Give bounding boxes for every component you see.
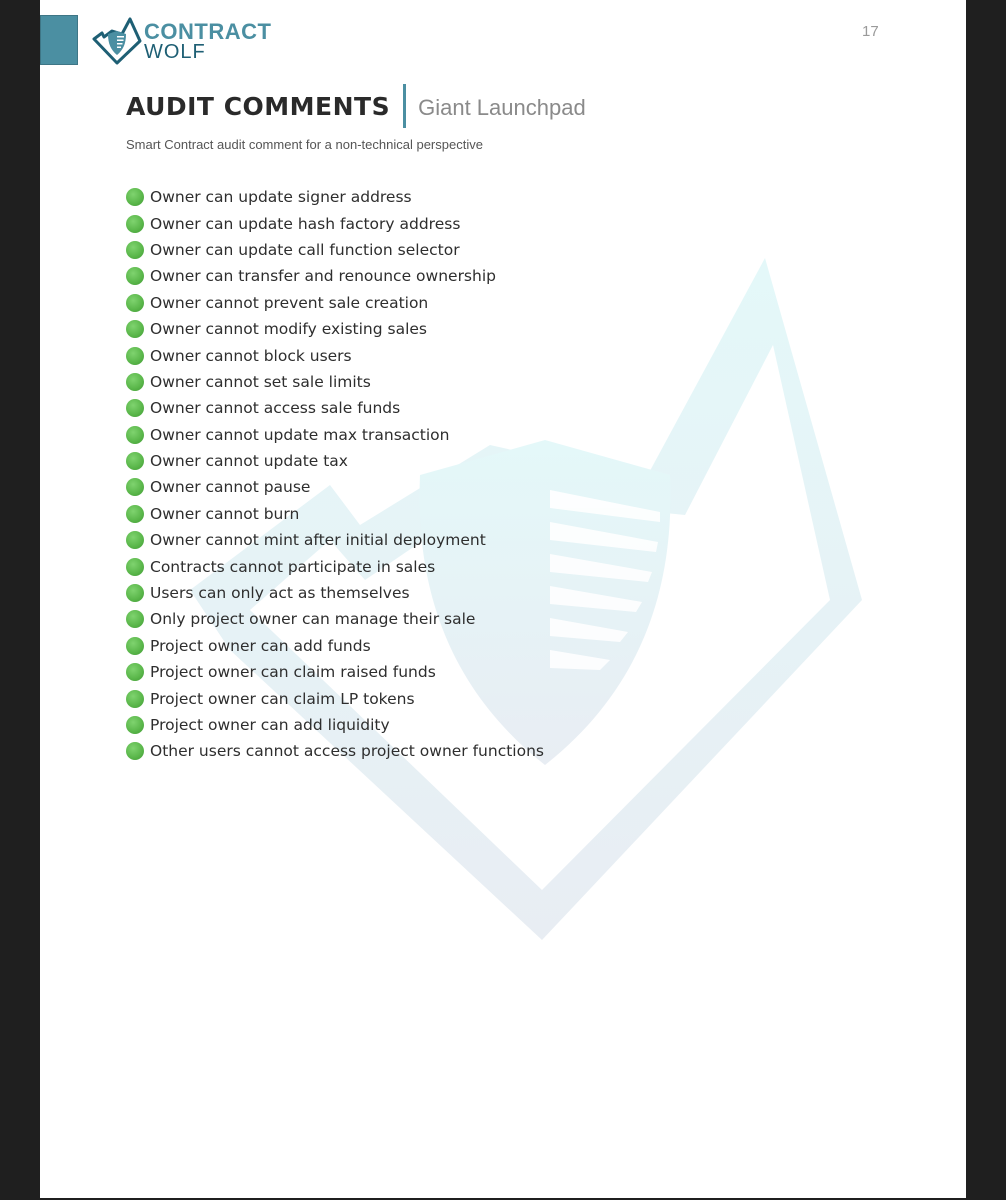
comment-text: Owner cannot modify existing sales bbox=[150, 320, 427, 339]
green-circle-icon bbox=[126, 215, 144, 233]
green-circle-icon bbox=[126, 267, 144, 285]
comment-text: Owner cannot access sale funds bbox=[150, 399, 401, 418]
green-circle-icon bbox=[126, 531, 144, 549]
comment-text: Owner can update hash factory address bbox=[150, 214, 461, 233]
comment-text: Owner can update signer address bbox=[150, 188, 412, 207]
list-item bbox=[126, 422, 544, 448]
list-item bbox=[126, 553, 544, 579]
green-circle-icon bbox=[126, 241, 144, 259]
comment-text: Owner cannot burn bbox=[150, 504, 300, 523]
page-heading bbox=[126, 84, 586, 128]
comment-text: Contracts cannot participate in sales bbox=[150, 557, 436, 576]
list-item bbox=[126, 210, 544, 236]
comment-text: Other users cannot access project owner functions bbox=[150, 742, 544, 761]
audit-comments-list bbox=[126, 184, 544, 765]
green-circle-icon bbox=[126, 294, 144, 312]
green-circle-icon bbox=[126, 584, 144, 602]
green-circle-icon bbox=[126, 426, 144, 444]
comment-text: Owner cannot block users bbox=[150, 346, 352, 365]
brand-line-wolf: WOLF bbox=[144, 41, 206, 63]
list-item bbox=[126, 290, 544, 316]
list-item bbox=[126, 342, 544, 368]
green-circle-icon bbox=[126, 716, 144, 734]
list-item bbox=[126, 448, 544, 474]
comment-text: Owner cannot pause bbox=[150, 478, 311, 497]
comment-text: Owner cannot update tax bbox=[150, 452, 348, 471]
list-item bbox=[126, 501, 544, 527]
comment-text: Users can only act as themselves bbox=[150, 584, 410, 603]
comment-text: Owner cannot set sale limits bbox=[150, 372, 371, 391]
list-item bbox=[126, 316, 544, 342]
comment-text: Owner can update call function selector bbox=[150, 240, 460, 259]
list-item bbox=[126, 184, 544, 210]
comment-text: Owner cannot update max transaction bbox=[150, 425, 450, 444]
list-item bbox=[126, 659, 544, 685]
list-item bbox=[126, 712, 544, 738]
green-circle-icon bbox=[126, 742, 144, 760]
list-item bbox=[126, 395, 544, 421]
corner-tab bbox=[40, 15, 78, 65]
green-circle-icon bbox=[126, 558, 144, 576]
green-circle-icon bbox=[126, 399, 144, 417]
green-circle-icon bbox=[126, 690, 144, 708]
list-item bbox=[126, 738, 544, 764]
wolf-shield-logo-icon bbox=[92, 17, 142, 67]
brand-line-contract: CONTRACT bbox=[144, 19, 272, 44]
green-circle-icon bbox=[126, 637, 144, 655]
green-circle-icon bbox=[126, 478, 144, 496]
project-name: Giant Launchpad bbox=[418, 94, 586, 120]
comment-text: Project owner can claim raised funds bbox=[150, 663, 436, 682]
page-subtitle: Smart Contract audit comment for a non-technical perspective bbox=[126, 137, 483, 152]
green-circle-icon bbox=[126, 373, 144, 391]
comment-text: Only project owner can manage their sale bbox=[150, 610, 476, 629]
list-item bbox=[126, 606, 544, 632]
green-circle-icon bbox=[126, 347, 144, 365]
green-circle-icon bbox=[126, 505, 144, 523]
comment-text: Owner cannot prevent sale creation bbox=[150, 293, 429, 312]
list-item bbox=[126, 263, 544, 289]
comment-text: Project owner can add funds bbox=[150, 636, 371, 655]
green-circle-icon bbox=[126, 452, 144, 470]
list-item bbox=[126, 369, 544, 395]
brand-name bbox=[144, 21, 271, 62]
green-circle-icon bbox=[126, 610, 144, 628]
list-item bbox=[126, 237, 544, 263]
green-circle-icon bbox=[126, 188, 144, 206]
document-page bbox=[40, 0, 966, 1198]
comment-text: Owner cannot mint after initial deployment bbox=[150, 531, 486, 550]
comment-text: Owner can transfer and renounce ownership bbox=[150, 267, 496, 286]
list-item bbox=[126, 474, 544, 500]
green-circle-icon bbox=[126, 320, 144, 338]
list-item bbox=[126, 685, 544, 711]
list-item bbox=[126, 580, 544, 606]
comment-text: Project owner can add liquidity bbox=[150, 716, 390, 734]
title-divider bbox=[403, 84, 406, 128]
green-circle-icon bbox=[126, 663, 144, 681]
comment-text: Project owner can claim LP tokens bbox=[150, 689, 415, 708]
page-title: AUDIT COMMENTS bbox=[126, 91, 391, 121]
list-item bbox=[126, 527, 544, 553]
list-item bbox=[126, 633, 544, 659]
page-number: 17 bbox=[862, 23, 879, 40]
